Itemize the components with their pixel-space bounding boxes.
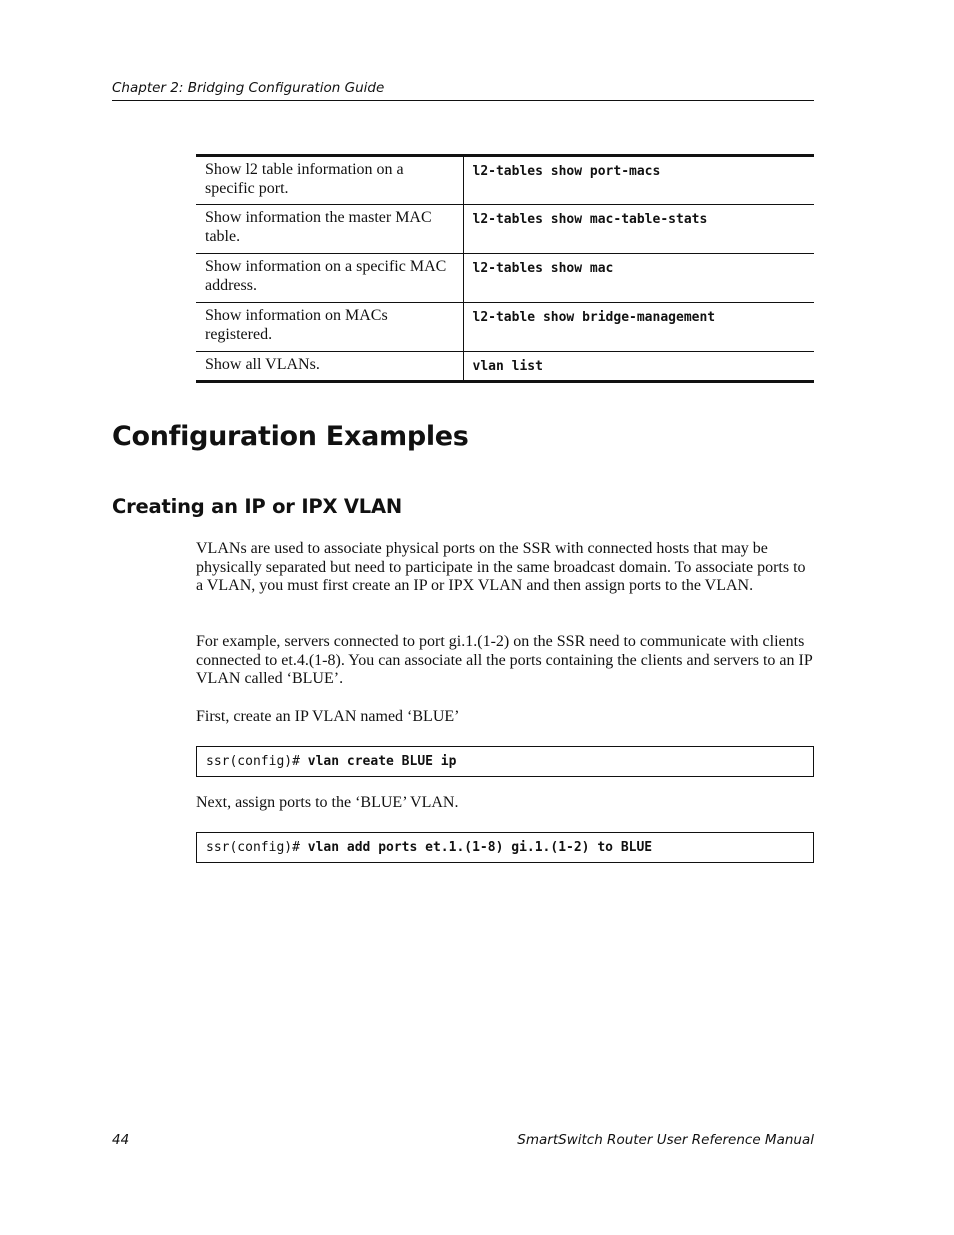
task-description: Show all VLANs. <box>196 352 463 382</box>
table-row <box>196 156 814 205</box>
cli-command: vlan create BLUE ip <box>307 754 457 769</box>
cli-prompt: ssr(config)# <box>206 840 308 855</box>
code-example-add-ports <box>196 832 814 863</box>
cli-command: vlan add ports et.1.(1-8) gi.1.(1-2) to BLUE <box>307 840 653 855</box>
cli-command: l2-table show bridge-management <box>463 303 814 352</box>
section-heading: Configuration Examples <box>112 421 469 452</box>
task-description: Show information on MACs registered. <box>196 303 463 352</box>
chapter-title: Chapter 2: Bridging Configuration Guide <box>112 80 385 96</box>
page-number: 44 <box>112 1132 130 1148</box>
table-row <box>196 205 814 254</box>
task-description: Show information the master MAC table. <box>196 205 463 254</box>
intro-paragraph: VLANs are used to associate physical ports on the SSR with connected hosts that may be physically separated but need to participate in the same broadcast domain. To associate ports to a VLAN, you must first create an IP or IPX VLAN and then assign ports to the VLAN. <box>196 540 806 595</box>
cli-command: l2-tables show mac-table-stats <box>463 205 814 254</box>
running-header <box>112 79 814 101</box>
cli-command: l2-tables show mac <box>463 254 814 303</box>
command-table <box>196 154 814 383</box>
table-row <box>196 352 814 382</box>
manual-title: SmartSwitch Router User Reference Manual <box>517 1132 814 1148</box>
cli-command: l2-tables show port-macs <box>472 164 661 179</box>
table-row <box>196 303 814 352</box>
step-one-text: First, create an IP VLAN named ‘BLUE’ <box>196 708 460 725</box>
table-row <box>196 254 814 303</box>
step-two-text: Next, assign ports to the ‘BLUE’ VLAN. <box>196 794 459 811</box>
task-description: Show l2 table information on a specific port. <box>196 156 463 205</box>
task-description: Show information on a specific MAC address. <box>196 254 463 303</box>
cli-command: vlan list <box>463 352 814 382</box>
code-example-create-vlan <box>196 746 814 777</box>
cli-prompt: ssr(config)# <box>206 754 308 769</box>
example-paragraph: For example, servers connected to port gi.1.(1-2) on the SSR need to communicate with clients connected to et.4.(1-8). You can associate all the ports containing the clients and servers to an IP VLAN called ‘BLUE’. <box>196 633 813 688</box>
subsection-heading: Creating an IP or IPX VLAN <box>112 495 403 518</box>
